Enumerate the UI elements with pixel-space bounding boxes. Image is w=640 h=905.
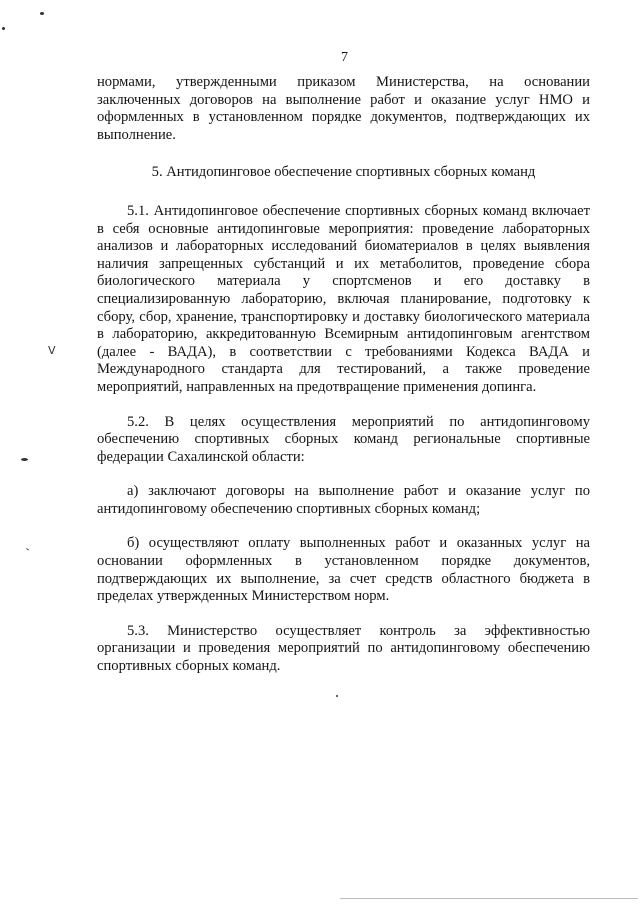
page-number: 7 bbox=[341, 50, 348, 65]
scan-mark: ‐ bbox=[22, 543, 33, 555]
scan-edge-line bbox=[340, 898, 638, 899]
paragraph-5-1: 5.1. Антидопинговое обеспечение спортивных сборных команд включает в себя основные антидопинговые мероприятия: проведение лабораторных анализов и лабораторных исследований биоматериалов в целях выявления наличия запрещенных субстанций и их метаболитов, проведение сбора биологического материала у спортсменов и его доставку в специализированную лабораторию, включая планирование, подготовку к сбору, сбор, хранение, транспортировку и доставку биологического материала в лабораторию, аккредитованную Всемирным антидопинговым агентством (далее - ВАДА), в соответствии с требованиями Кодекса ВАДА и Международного стандарта для тестирований, а также проведение мероприятий, направленных на предотвращение применения допинга. bbox=[97, 202, 590, 395]
scan-speck bbox=[2, 27, 5, 30]
list-item-a: а) заключают договоры на выполнение работ и оказание услуг по антидопинговому обеспечению спортивных сборных команд; bbox=[97, 483, 590, 517]
scan-speck bbox=[21, 458, 28, 461]
paragraph-5-2: 5.2. В целях осуществления мероприятий по антидопинговому обеспечению спортивных сборных команд региональные спортивные федерации Сахалинской области: bbox=[97, 413, 590, 465]
section-heading: 5. Антидопинговое обеспечение спортивных сборных команд bbox=[151, 164, 536, 181]
paragraph-continuation: нормами, утвержденными приказом Министерства, на основании заключенных договоров на выполнение работ и оказание услуг НМО и оформленных в установленном порядке документов, подтверждающих их выполнение. bbox=[97, 74, 590, 143]
scan-speck bbox=[40, 12, 44, 15]
paragraph-5-3: 5.3. Министерство осуществляет контроль за эффективностью организации и проведения мероприятий по антидопинговому обеспечению спортивных сборных команд. bbox=[97, 622, 590, 675]
list-item-b: б) осуществляют оплату выполненных работ и оказанных услуг на основании оформленных в установленном порядке документов, подтверждающих их выполнение, за счет средств областного бюджета в пределах утвержденных Министерством норм. bbox=[97, 535, 590, 605]
document-body bbox=[97, 74, 590, 676]
scan-speck bbox=[336, 695, 338, 697]
scan-mark: ᐯ bbox=[48, 345, 56, 357]
